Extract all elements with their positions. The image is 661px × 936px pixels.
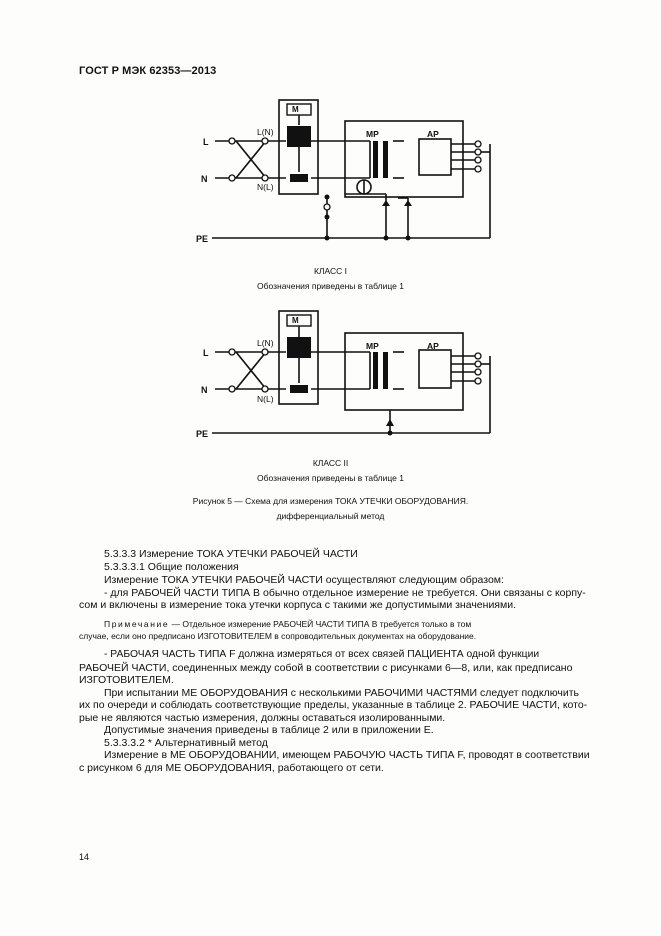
paragraph-alternative-line-2: с рисунком 6 для МЕ ОБОРУДОВАНИЯ, работающего от сети. (79, 762, 384, 774)
n-label: N (201, 174, 208, 184)
class-1-title: КЛАСС I (313, 266, 347, 276)
paragraph-type-f-line-3: ИЗГОТОВИТЕЛЕМ. (79, 674, 174, 686)
note-word: Примечание (104, 619, 170, 629)
section-heading-5-3-3-3-1: 5.3.3.3.1 Общие положения (104, 561, 239, 573)
meter-label: M (292, 105, 299, 114)
paragraph-type-f-line-2: РАБОЧЕЙ ЧАСТИ, соединенных между собой в соответствии с рисунками 6—8, или, как предписано (79, 662, 573, 674)
meter-label-2: M (292, 316, 299, 325)
note-text-1: — Отдельное измерение РАБОЧЕЙ ЧАСТИ ТИПА В требуется только в том (169, 619, 472, 629)
paragraph-type-b-line-2: сом и включены в измерение тока утечки корпуса с такими же допустимыми значениями. (79, 599, 516, 611)
ap-label: AP (427, 129, 439, 139)
class-1-circuit-diagram (0, 90, 661, 250)
l-label-2: L (203, 348, 209, 358)
figure-caption (0, 495, 661, 522)
ln-label: L(N) (257, 127, 274, 137)
note-line-1 (104, 618, 471, 630)
section-heading-5-3-3-3: 5.3.3.3 Измерение ТОКА УТЕЧКИ РАБОЧЕЙ ЧАСТИ (104, 548, 358, 560)
paragraph-multiple-parts-line-1: При испытании МЕ ОБОРУДОВАНИЯ с несколькими РАБОЧИМИ ЧАСТЯМИ следует подключить (104, 687, 579, 699)
document-header: ГОСТ Р МЭК 62353—2013 (79, 65, 217, 77)
class-1-caption (0, 265, 661, 292)
class-2-title: КЛАСС II (312, 458, 349, 468)
class-2-caption (0, 457, 661, 484)
paragraph-multiple-parts-line-3: рые не являются частью измерения, должны оставаться изолированными. (79, 712, 446, 724)
l-label: L (203, 137, 209, 147)
ln-label-2: L(N) (257, 338, 274, 348)
section-heading-5-3-3-3-2: 5.3.3.3.2 * Альтернативный метод (104, 737, 268, 749)
class-2-circuit-diagram (0, 306, 661, 446)
figure-caption-line-2: дифференциальный метод (276, 511, 385, 521)
pe-label-2: PE (196, 429, 209, 439)
note-line-2: случае, если оно предписано ИЗГОТОВИТЕЛЕМ в сопроводительных документах на оборудование. (79, 631, 477, 641)
n-label-2: N (201, 385, 208, 395)
nl-label-2: N(L) (257, 394, 274, 404)
paragraph-type-f-line-1: - РАБОЧАЯ ЧАСТЬ ТИПА F должна измеряться от всех связей ПАЦИЕНТА одной функции (104, 649, 540, 660)
nl-label: N(L) (257, 182, 274, 192)
paragraph-multiple-parts-line-2: их по очереди и соблюдать соответствующие пределы, указанные в таблице 2. РАБОЧИЕ ЧАСТИ, кото- (79, 699, 588, 711)
pe-label: PE (196, 234, 209, 244)
mp-label: MP (366, 129, 379, 139)
mp-label-2: MP (366, 341, 379, 351)
paragraph-intro: Измерение ТОКА УТЕЧКИ РАБОЧЕЙ ЧАСТИ осуществляют следующим образом: (104, 574, 504, 586)
class-2-ref: Обозначения приведены в таблице 1 (257, 473, 404, 483)
paragraph-permissible-values: Допустимые значения приведены в таблице 2 или в приложении Е. (104, 724, 434, 736)
paragraph-alternative-line-1: Измерение в МЕ ОБОРУДОВАНИИ, имеющем РАБОЧУЮ ЧАСТЬ ТИПА F, проводят в соответствии (104, 749, 590, 761)
class-1-ref: Обозначения приведены в таблице 1 (257, 281, 404, 291)
paragraph-type-b-line-1: - для РАБОЧЕЙ ЧАСТИ ТИПА В обычно отдельное измерение не требуется. Они связаны с корпу- (104, 587, 586, 599)
ap-label-2: AP (427, 341, 439, 351)
figure-caption-line-1: Рисунок 5 — Схема для измерения ТОКА УТЕЧКИ ОБОРУДОВАНИЯ. (192, 496, 469, 506)
page-number: 14 (79, 852, 90, 862)
